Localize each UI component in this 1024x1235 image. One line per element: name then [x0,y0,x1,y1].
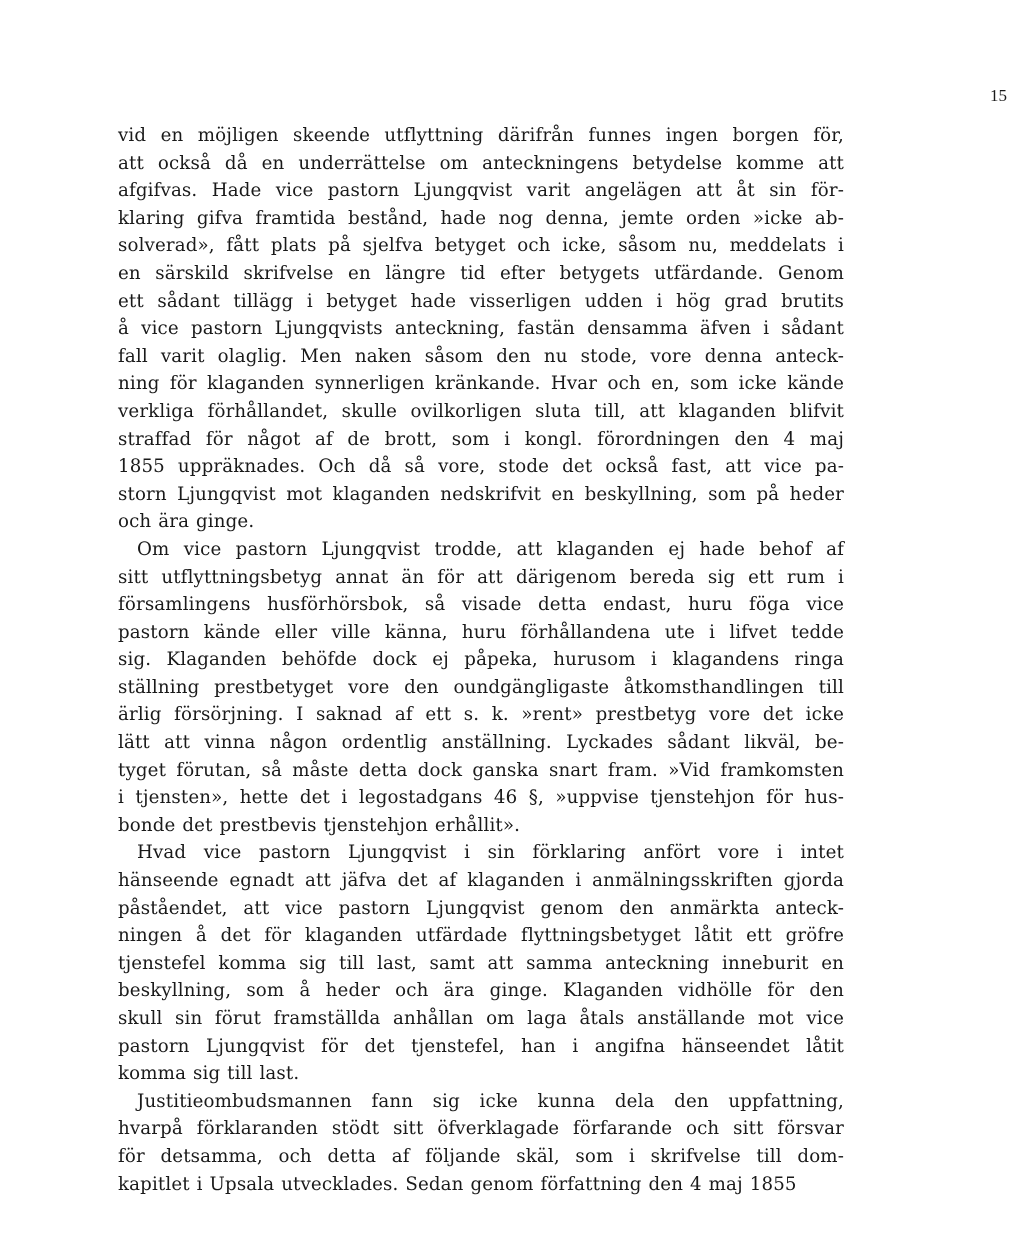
text-line: ning för klaganden synnerligen kränkande. Hvar och en, som icke kände [118,373,844,395]
text-line: och ära ginge. [118,511,255,533]
text-line: ett sådant tillägg i betyget hade visserligen udden i hög grad brutits [118,290,844,312]
text-line: påståendet, att vice pastorn Ljungqvist genom den anmärkta anteck- [118,897,844,919]
text-line: å vice pastorn Ljungqvists anteckning, fastän densamma äfven i sådant [118,318,844,340]
text-line: för detsamma, och detta af följande skäl, som i skrifvelse till dom- [118,1145,844,1167]
paragraph [118,536,844,840]
text-line: sig. Klaganden behöfde dock ej påpeka, hurusom i klagandens ringa [118,649,844,671]
text-line: lätt att vinna någon ordentlig anställning. Lyckades sådant likväl, be- [118,732,844,754]
text-line: att också då en underrättelse om anteckningens betydelse komme att [118,152,844,174]
text-line: Om vice pastorn Ljungqvist trodde, att klaganden ej hade behof af [137,538,844,560]
text-line: 1855 uppräknades. Och då så vore, stode det också fast, att vice pa- [118,456,844,478]
text-line: församlingens husförhörsbok, så visade detta endast, huru föga vice [118,594,844,616]
paragraph [118,839,844,1087]
text-line: beskyllning, som å heder och ära ginge. Klaganden vidhölle för den [118,980,844,1002]
body-text [118,122,844,1198]
text-line: hänseende egnadt att jäfva det af klaganden i anmälningsskriften gjorda [118,870,844,892]
paragraph [118,1088,844,1198]
text-line: i tjensten», hette det i legostadgans 46 §, »uppvise tjenstehjon för hus- [118,787,844,809]
text-line: straffad för något af de brott, som i kongl. förordningen den 4 maj [118,428,844,450]
text-line: afgifvas. Hade vice pastorn Ljungqvist varit angelägen att åt sin för- [118,180,844,202]
text-line: ärlig försörjning. I saknad af ett s. k. »rent» prestbetyg vore det icke [118,704,844,726]
text-line: kapitlet i Upsala utvecklades. Sedan genom författning den 4 maj 1855 [118,1173,797,1195]
text-line: hvarpå förklaranden stödt sitt öfverklagade förfarande och sitt försvar [118,1118,844,1140]
text-line: bonde det prestbevis tjenstehjon erhållit». [118,814,521,836]
text-line: klaring gifva framtida bestånd, hade nog denna, jemte orden »icke ab- [118,207,844,229]
text-line: Hvad vice pastorn Ljungqvist i sin förklaring anfört vore i intet [137,842,844,864]
text-line: fall varit olaglig. Men naken såsom den nu stode, vore denna anteck- [118,345,844,367]
text-line: en särskild skrifvelse en längre tid efter betygets utfärdande. Genom [118,262,844,284]
text-line: vid en möjligen skeende utflyttning därifrån funnes ingen borgen för, [118,125,844,146]
text-line: sitt utflyttningsbetyg annat än för att därigenom bereda sig ett rum i [118,566,844,588]
paragraph [118,122,844,536]
text-line: storn Ljungqvist mot klaganden nedskrifvit en beskyllning, som på heder [118,483,844,505]
text-line: Justitieombudsmannen fann sig icke kunna dela den uppfattning, [137,1090,844,1112]
text-line: komma sig till last. [118,1063,300,1085]
text-line: verkliga förhållandet, skulle ovilkorligen sluta till, att klaganden blifvit [118,400,844,422]
text-line: tjenstefel komma sig till last, samt att samma anteckning inneburit en [118,952,844,974]
text-line: pastorn Ljungqvist för det tjenstefel, han i angifna hänseendet låtit [118,1035,844,1057]
text-line: skull sin förut framställda anhållan om laga åtals anställande mot vice [118,1008,844,1029]
text-line: pastorn kände eller ville känna, huru förhållandena ute i lifvet tedde [118,621,844,643]
text-line: ningen å det för klaganden utfärdade flyttningsbetyget låtit ett gröfre [118,925,844,947]
text-line: ställning prestbetyget vore den oundgängligaste åtkomsthandlingen till [118,676,844,698]
text-line: tyget förutan, så måste detta dock ganska snart fram. »Vid framkomsten [118,759,844,781]
page-number: 15 [990,86,1007,105]
text-line: solverad», fått plats på sjelfva betyget och icke, såsom nu, meddelats i [118,235,844,257]
